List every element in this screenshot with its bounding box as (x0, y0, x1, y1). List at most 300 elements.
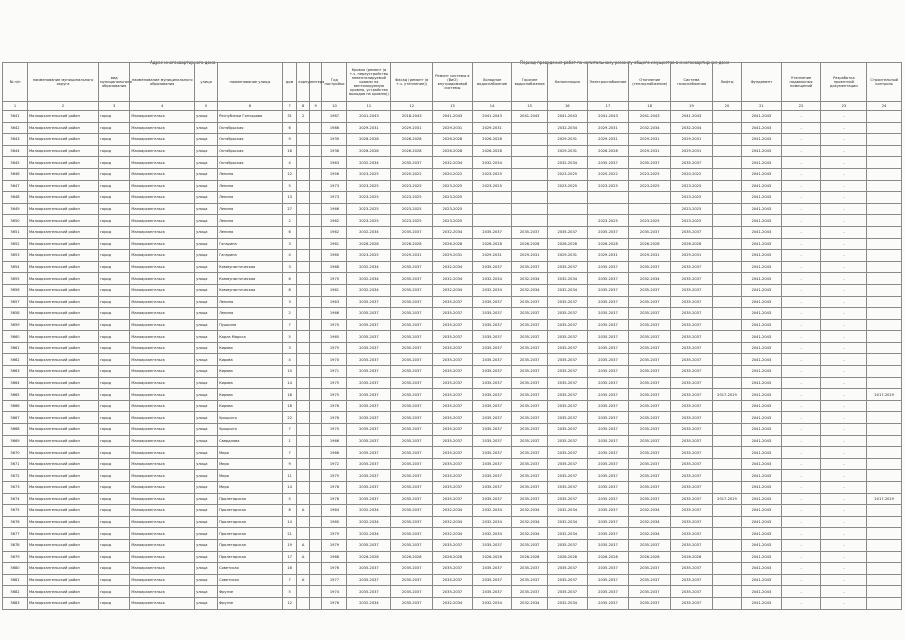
column-header: наименование улицы (218, 63, 283, 102)
table-cell: 2035-2037 (671, 226, 713, 238)
table-cell: Кирова (218, 389, 283, 401)
table-cell: 2041-2043 (742, 238, 782, 250)
table-cell (712, 447, 741, 459)
table-cell (712, 516, 741, 528)
table-cell: 2041-2043 (742, 354, 782, 366)
column-header: Фасад (ремонт (в т.ч. утепление)) (391, 63, 433, 102)
table-cell: Малоархангельск (130, 377, 195, 389)
table-cell: 2026-2028 (587, 551, 629, 563)
table-cell: 2023-2025 (671, 192, 713, 204)
table-cell: 2035-2037 (391, 319, 433, 331)
table-cell: - (821, 551, 867, 563)
table-cell: город (99, 539, 130, 551)
table-cell: 2035-2037 (629, 458, 671, 470)
table-cell: 2035-2037 (433, 400, 473, 412)
table-cell: 2035-2037 (547, 458, 587, 470)
table-cell (309, 296, 322, 308)
table-cell (309, 180, 322, 192)
table-cell (712, 111, 741, 123)
table-cell: Малоархангельский район (28, 203, 99, 215)
table-cell: 2020-2022 (671, 168, 713, 180)
table-cell (867, 528, 902, 540)
table-cell: 2032-2034 (472, 516, 512, 528)
table-cell (309, 516, 322, 528)
table-cell: Малоархангельск (130, 331, 195, 343)
table-cell (297, 377, 310, 389)
table-cell: 2029-2031 (629, 250, 671, 262)
table-cell: улица (195, 273, 218, 285)
table-cell: 2041-2043 (742, 192, 782, 204)
table-cell: 1963 (322, 296, 347, 308)
table-cell: 7 (282, 574, 297, 586)
table-cell: 2032-2034 (629, 528, 671, 540)
table-cell: город (99, 145, 130, 157)
table-cell: 5 (282, 331, 297, 343)
table-cell: - (821, 157, 867, 169)
table-cell (297, 203, 310, 215)
table-cell: улица (195, 226, 218, 238)
table-cell: Ленина (218, 168, 283, 180)
table-cell: улица (195, 203, 218, 215)
table-cell: 2035-2037 (629, 342, 671, 354)
table-cell: Малоархангельск (130, 586, 195, 598)
table-cell: 2018-2043 (391, 111, 433, 123)
table-cell: 1980 (322, 516, 347, 528)
table-cell: 2032-2034 (433, 273, 473, 285)
table-cell: 2035-2037 (629, 493, 671, 505)
table-cell: 5666 (3, 400, 28, 412)
table-cell (629, 203, 671, 215)
table-cell: 2035-2037 (512, 539, 548, 551)
table-cell: 2026-2028 (671, 238, 713, 250)
table-cell: - (781, 134, 821, 146)
table-cell (309, 539, 322, 551)
table-cell: 2035-2037 (671, 586, 713, 598)
table-cell: Малоархангельск (130, 192, 195, 204)
table-cell: 2035-2037 (671, 412, 713, 424)
table-cell (309, 482, 322, 494)
table-cell: 2035-2037 (391, 563, 433, 575)
column-number: 15 (512, 102, 548, 111)
table-cell: Пролетарская (218, 528, 283, 540)
table-cell: 2026-2028 (391, 238, 433, 250)
table-row (3, 226, 902, 238)
table-cell: Малоархангельск (130, 238, 195, 250)
table-cell: 2035-2037 (512, 319, 548, 331)
table-cell: 2035-2037 (433, 563, 473, 575)
table-cell: 2035-2037 (472, 400, 512, 412)
table-row (3, 122, 902, 134)
table-cell: 5661 (3, 342, 28, 354)
table-cell: 1963 (322, 157, 347, 169)
table-cell (297, 493, 310, 505)
table-cell: 2035-2037 (391, 226, 433, 238)
table-cell (867, 331, 902, 343)
table-cell (309, 400, 322, 412)
table-cell: 2032-2034 (547, 505, 587, 517)
table-cell: город (99, 296, 130, 308)
table-cell: город (99, 597, 130, 609)
table-cell: 2035-2037 (347, 366, 391, 378)
table-cell: город (99, 493, 130, 505)
table-cell (867, 435, 902, 447)
table-cell (712, 586, 741, 598)
table-cell: 2035-2037 (433, 319, 473, 331)
table-cell (512, 134, 548, 146)
table-cell: - (781, 597, 821, 609)
table-cell: 2041-2043 (671, 111, 713, 123)
table-cell: 2023-2025 (347, 168, 391, 180)
table-cell (867, 412, 902, 424)
table-cell: улица (195, 168, 218, 180)
table-cell: 2032-2034 (512, 597, 548, 609)
table-cell: - (781, 574, 821, 586)
table-cell: 2032-2034 (433, 505, 473, 517)
table-cell: 1976 (322, 400, 347, 412)
table-cell: 2023-2025 (347, 180, 391, 192)
table-cell (297, 563, 310, 575)
table-cell: - (821, 586, 867, 598)
table-cell: город (99, 134, 130, 146)
table-cell (297, 412, 310, 424)
table-cell (309, 574, 322, 586)
table-cell: 2035-2037 (547, 377, 587, 389)
table-cell: улица (195, 261, 218, 273)
table-cell (309, 470, 322, 482)
table-cell: Октябрьская (218, 122, 283, 134)
table-row (3, 331, 902, 343)
table-cell: 1939 (322, 134, 347, 146)
column-header: корпус (297, 63, 310, 102)
table-cell: 2035-2037 (547, 482, 587, 494)
table-cell: 2035-2037 (472, 424, 512, 436)
table-cell: 2035-2037 (512, 342, 548, 354)
table-cell: улица (195, 354, 218, 366)
table-cell: 2035-2037 (433, 354, 473, 366)
table-cell: 2035-2037 (547, 586, 587, 598)
table-cell (712, 308, 741, 320)
table-cell (297, 134, 310, 146)
table-cell (867, 296, 902, 308)
table-cell: 2035-2037 (587, 296, 629, 308)
table-cell: Малоархангельск (130, 296, 195, 308)
table-cell (712, 551, 741, 563)
table-cell: Ленина (218, 215, 283, 227)
table-row (3, 412, 902, 424)
column-header: Кровля (ремонт (в т.ч. переустройство невентилируемой кровли на вентилируемую кровлю, устройство выходов на кровлю)) (347, 63, 391, 102)
column-number: 10 (322, 102, 347, 111)
table-cell: 2035-2037 (391, 528, 433, 540)
table-cell: Малоархангельск (130, 284, 195, 296)
table-cell: - (821, 528, 867, 540)
table-cell: 2041-2043 (547, 111, 587, 123)
address-group-title: Адрес многоквартирного дома (150, 60, 216, 65)
column-header: литера (309, 63, 322, 102)
table-cell: 2035-2037 (629, 226, 671, 238)
table-cell: 2026-2028 (433, 551, 473, 563)
table-cell: - (821, 505, 867, 517)
table-cell: 5648 (3, 192, 28, 204)
table-cell: Малоархангельский район (28, 134, 99, 146)
table-cell: 2035-2037 (347, 354, 391, 366)
table-cell: 1970 (322, 354, 347, 366)
table-cell (712, 331, 741, 343)
table-cell (867, 354, 902, 366)
table-cell: 2035-2037 (587, 539, 629, 551)
table-cell: 2035-2037 (671, 366, 713, 378)
table-cell: 2035-2037 (547, 342, 587, 354)
table-cell: 5660 (3, 331, 28, 343)
table-cell: 2035-2037 (587, 342, 629, 354)
table-cell: 2035-2037 (472, 331, 512, 343)
table-cell: 2035-2037 (512, 412, 548, 424)
table-cell: 2032-2034 (629, 122, 671, 134)
table-cell: город (99, 458, 130, 470)
table-cell: 2035-2037 (671, 354, 713, 366)
table-cell: 2035-2037 (587, 389, 629, 401)
table-cell: 2035-2037 (347, 493, 391, 505)
table-cell: 5 (282, 180, 297, 192)
column-header: Канализация (547, 63, 587, 102)
table-cell (867, 250, 902, 262)
table-row (3, 192, 902, 204)
table-cell: 7 (282, 424, 297, 436)
table-cell: - (821, 192, 867, 204)
table-cell: 2032-2034 (547, 273, 587, 285)
table-cell: 5683 (3, 597, 28, 609)
table-cell: 2029-2031 (433, 250, 473, 262)
table-cell: 2023-2025 (347, 203, 391, 215)
table-cell: улица (195, 505, 218, 517)
table-cell: - (821, 180, 867, 192)
table-cell: 2035-2037 (391, 331, 433, 343)
table-cell: 2023-2025 (472, 168, 512, 180)
table-cell: 2041-2043 (742, 261, 782, 273)
table-cell: Карла Маркса (218, 331, 283, 343)
table-cell: - (781, 354, 821, 366)
table-row (3, 574, 902, 586)
table-cell: Малоархангельский район (28, 586, 99, 598)
column-number: 24 (867, 102, 902, 111)
table-cell: 2032-2034 (472, 157, 512, 169)
table-cell (587, 203, 629, 215)
column-number: 22 (781, 102, 821, 111)
table-cell: 2023-2025 (391, 203, 433, 215)
table-row (3, 308, 902, 320)
table-cell (712, 342, 741, 354)
table-row (3, 458, 902, 470)
table-cell: 7 (282, 319, 297, 331)
table-cell: Малоархангельск (130, 226, 195, 238)
table-cell: Ленина (218, 203, 283, 215)
table-cell: улица (195, 192, 218, 204)
table-cell: Малоархангельский район (28, 319, 99, 331)
table-cell: город (99, 447, 130, 459)
table-cell (867, 192, 902, 204)
table-cell: 2023-2025 (671, 180, 713, 192)
table-cell: Кирова (218, 377, 283, 389)
table-cell: 2035-2037 (547, 331, 587, 343)
table-cell: город (99, 551, 130, 563)
table-cell (297, 250, 310, 262)
table-cell: 2035-2037 (629, 482, 671, 494)
table-cell: 2035-2037 (547, 319, 587, 331)
column-number: 7 (282, 102, 297, 111)
table-row (3, 273, 902, 285)
table-cell: 2032-2034 (433, 157, 473, 169)
column-number: 19 (671, 102, 713, 111)
table-cell: 2035-2037 (433, 435, 473, 447)
table-cell: улица (195, 389, 218, 401)
table-cell (712, 296, 741, 308)
table-cell: - (781, 203, 821, 215)
table-cell: город (99, 586, 130, 598)
table-cell: 2035-2037 (433, 539, 473, 551)
table-cell: 2035-2037 (587, 319, 629, 331)
table-cell (867, 238, 902, 250)
table-cell: 2035-2037 (512, 377, 548, 389)
table-cell: Коммунистическая (218, 261, 283, 273)
table-cell: 2035-2037 (671, 563, 713, 575)
table-row (3, 366, 902, 378)
table-cell (309, 458, 322, 470)
table-cell: 2035-2037 (547, 563, 587, 575)
table-cell: 2035-2037 (671, 597, 713, 609)
table-cell (867, 168, 902, 180)
table-cell: 2035-2037 (512, 296, 548, 308)
table-cell: 2035-2037 (391, 308, 433, 320)
table-cell: 2026-2028 (391, 134, 433, 146)
table-cell (867, 482, 902, 494)
table-cell: 2035-2037 (472, 482, 512, 494)
table-cell: 5647 (3, 180, 28, 192)
table-cell: 2035-2037 (671, 505, 713, 517)
table-row (3, 215, 902, 227)
table-cell (867, 424, 902, 436)
table-cell: 1961 (322, 284, 347, 296)
table-cell: - (781, 238, 821, 250)
column-header: вид муниципального образования (99, 63, 130, 102)
table-cell: 1961 (322, 238, 347, 250)
table-cell: улица (195, 180, 218, 192)
table-cell: 2023-2025 (629, 168, 671, 180)
table-cell: - (781, 505, 821, 517)
table-cell: 2035-2037 (391, 586, 433, 598)
table-cell: 2035-2037 (547, 296, 587, 308)
table-row (3, 539, 902, 551)
table-cell: 2041-2043 (742, 273, 782, 285)
table-cell (712, 424, 741, 436)
table-cell: 2041-2043 (742, 145, 782, 157)
table-cell: 2032-2034 (433, 528, 473, 540)
column-header: Холодное водоснабжение (472, 63, 512, 102)
table-cell: 2035-2037 (629, 424, 671, 436)
table-cell (512, 122, 548, 134)
table-cell: Малоархангельск (130, 145, 195, 157)
table-row (3, 180, 902, 192)
table-cell: 2035-2037 (587, 435, 629, 447)
table-cell (712, 168, 741, 180)
table-cell: 2032-2034 (547, 528, 587, 540)
table-cell: 2041-2043 (742, 111, 782, 123)
table-cell: - (781, 539, 821, 551)
table-cell: - (781, 168, 821, 180)
table-cell: 2032-2034 (347, 261, 391, 273)
table-cell: 2032-2034 (347, 284, 391, 296)
table-cell: - (821, 273, 867, 285)
table-cell: улица (195, 215, 218, 227)
table-cell: Малоархангельск (130, 157, 195, 169)
table-cell: 2041-2043 (742, 215, 782, 227)
table-cell: 2035-2037 (587, 447, 629, 459)
table-cell: город (99, 574, 130, 586)
table-cell (867, 308, 902, 320)
table-cell: 2041-2043 (742, 308, 782, 320)
table-cell: 5679 (3, 551, 28, 563)
table-cell: 2035-2037 (671, 447, 713, 459)
table-cell: 2029-2031 (671, 145, 713, 157)
table-cell (297, 482, 310, 494)
table-cell (867, 261, 902, 273)
table-cell: 2035-2037 (671, 331, 713, 343)
table-cell: 5 (282, 493, 297, 505)
table-cell (512, 168, 548, 180)
capital-repair-table (2, 62, 902, 610)
table-cell: Малоархангельск (130, 354, 195, 366)
table-cell: 3 (282, 261, 297, 273)
table-cell: 2041-2043 (587, 111, 629, 123)
table-cell (472, 215, 512, 227)
table-row (3, 157, 902, 169)
table-cell: 2026-2028 (472, 551, 512, 563)
table-cell: 2035-2037 (512, 400, 548, 412)
table-cell (309, 342, 322, 354)
table-cell: 2035-2037 (472, 470, 512, 482)
table-cell: город (99, 319, 130, 331)
table-cell: - (781, 215, 821, 227)
table-cell (867, 597, 902, 609)
table-cell: 2035-2037 (629, 586, 671, 598)
table-cell: 2032-2034 (472, 284, 512, 296)
table-cell: - (821, 308, 867, 320)
table-cell: 2035-2037 (472, 319, 512, 331)
table-cell: Советская (218, 574, 283, 586)
table-cell: 1976 (322, 482, 347, 494)
table-cell (297, 366, 310, 378)
table-cell (867, 470, 902, 482)
table-cell (309, 505, 322, 517)
table-row (3, 377, 902, 389)
table-cell: 5653 (3, 250, 28, 262)
table-cell: Малоархангельск (130, 551, 195, 563)
table-cell: 2032-2034 (347, 157, 391, 169)
table-cell (309, 435, 322, 447)
table-cell: 2035-2037 (472, 574, 512, 586)
table-cell: - (781, 111, 821, 123)
table-cell: - (821, 145, 867, 157)
table-cell: Октябрьская (218, 134, 283, 146)
table-cell (297, 168, 310, 180)
table-cell: улица (195, 424, 218, 436)
table-cell: Ленина (218, 180, 283, 192)
table-cell: 2023-2025 (587, 180, 629, 192)
table-cell: Малоархангельский район (28, 551, 99, 563)
table-cell: город (99, 342, 130, 354)
table-cell: Малоархангельский район (28, 377, 99, 389)
table-cell: Малоархангельский район (28, 273, 99, 285)
table-cell: 2023-2025 (433, 215, 473, 227)
table-cell: 2041-2043 (742, 435, 782, 447)
